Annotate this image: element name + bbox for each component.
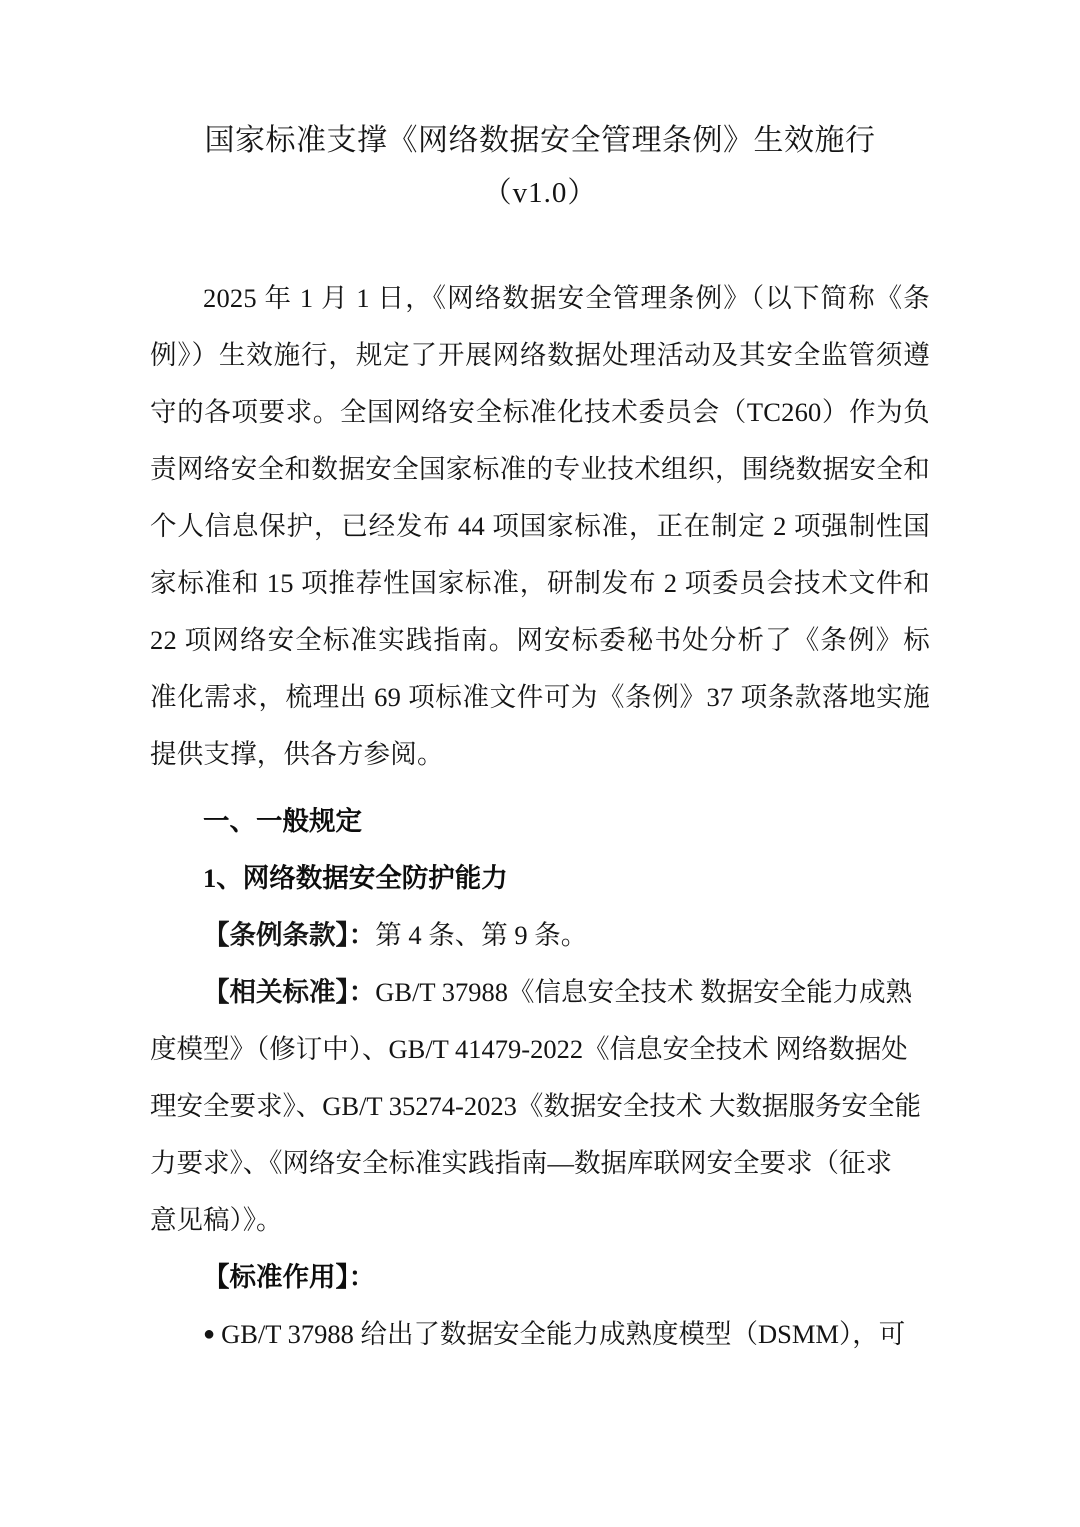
standards-value-line5: 意见稿）》。	[150, 1205, 283, 1235]
document-body	[150, 270, 930, 1363]
section-heading: 一、一般规定	[203, 806, 362, 836]
standards-line	[150, 964, 930, 1021]
clause-value: 第 4 条、第 9 条。	[375, 920, 588, 950]
page-title: 国家标准支撑《网络数据安全管理条例》生效施行	[204, 124, 876, 157]
standards-value-line1: GB/T 37988《信息安全技术 数据安全能力成熟	[375, 977, 913, 1007]
bullet-item	[150, 1306, 930, 1363]
clause-line	[150, 907, 930, 964]
standards-value-line3: 理安全要求》、GB/T 35274-2023《数据安全技术 大数据服务安全能	[150, 1091, 921, 1121]
standards-value-line4: 力要求》、《网络安全标准实践指南—数据库联网安全要求（征求	[150, 1148, 892, 1178]
standards-label: 【相关标准】：	[203, 977, 376, 1007]
bullet-text: GB/T 37988 给出了数据安全能力成熟度模型（DSMM），可	[221, 1319, 906, 1349]
intro-paragraph: 2025 年 1 月 1 日，《网络数据安全管理条例》（以下简称《条例》）生效施行，规定了开展网络数据处理活动及其安全监管须遵守的各项要求。全国网络安全标准化技术委员会（TC260）作为负责网络安全和数据安全国家标准的专业技术组织，围绕数据安全和个人信息保护，已经发布 44 项国家标准，正在制定 2 项强制性国家标准和 15 项推荐性国家标准，研制发布 2 项委员会技术文件和 22 项网络安全标准实践指南。网安标委秘书处分析了《条例》标准化需求，梳理出 69 项标准文件可为《条例》37 项条款落地实施提供支撑，供各方参阅。	[150, 283, 930, 769]
subsection-heading: 1、网络数据安全防护能力	[203, 863, 508, 893]
usage-label: 【标准作用】：	[203, 1262, 376, 1292]
clause-label: 【条例条款】：	[203, 920, 376, 950]
page-subtitle: （v1.0）	[482, 177, 598, 209]
standards-value-line2: 度模型》（修订中）、GB/T 41479-2022《信息安全技术 网络数据处	[150, 1034, 908, 1064]
bullet-icon: ●	[203, 1323, 216, 1345]
